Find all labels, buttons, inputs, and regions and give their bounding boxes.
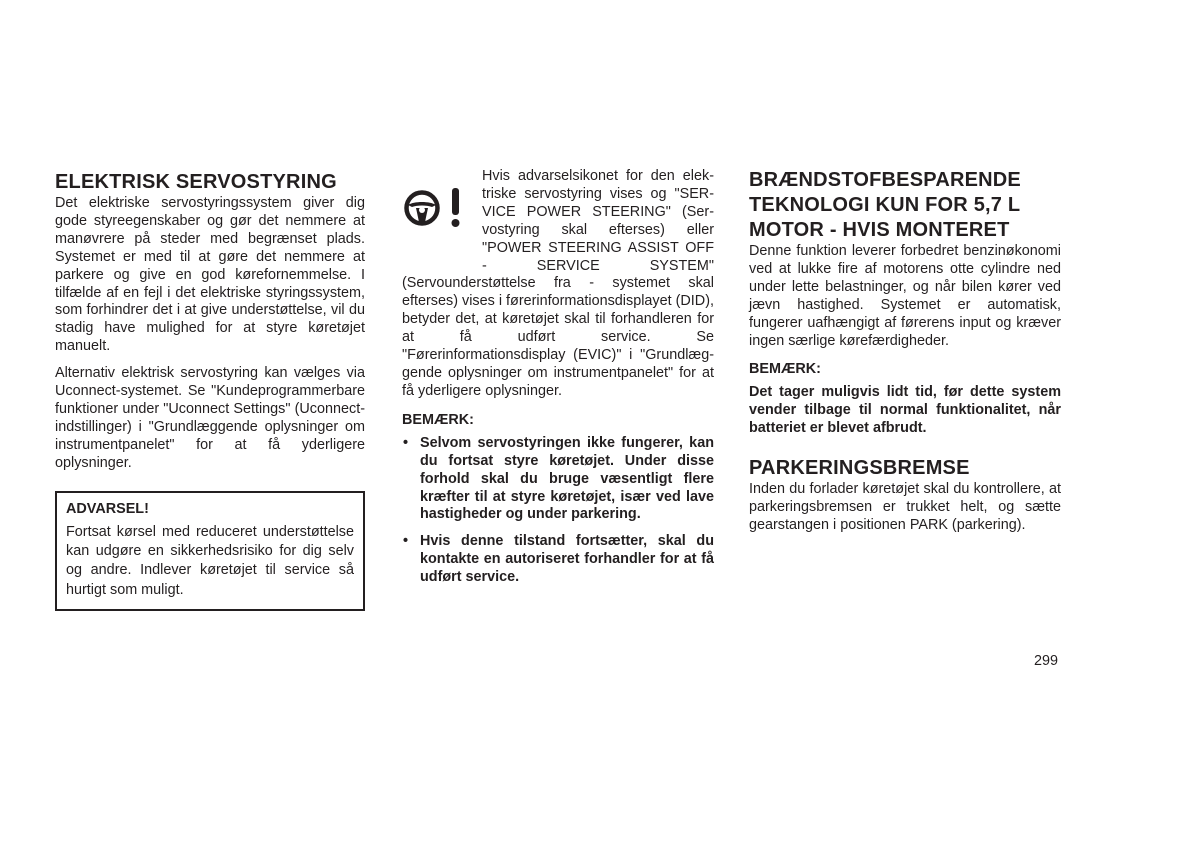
page-number: 299	[1034, 653, 1059, 669]
warning-title: ADVARSEL!	[66, 500, 149, 517]
section-title-power-steering: ELEKTRISK SERVOSTYRING	[55, 171, 337, 193]
warning-text: Fortsat kørsel med reduceret understøttelse kan udgøre en sikkerhedsrisiko for dig selv og andre. Indlever køretøjet til service så hurtigt som muligt.	[66, 523, 354, 598]
parking-brake-paragraph: Inden du forlader køretøjet skal du kontrollere, at parkeringsbremsen er trukket helt, og sætte gearstangen i positionen PARK (parkering).	[749, 481, 1061, 533]
alternative-steering-paragraph: Alternativ elektrisk servostyring kan vælges via Uconnect-systemet. Se "Kundeprogrammerbare funktioner under "Uconnect Settings" (Uconnect-indstillinger) i "Grundlæggende oplysninger om instrumentpanelet" for at få yderligere oplysninger.	[55, 365, 365, 471]
note-label: BEMÆRK:	[402, 411, 474, 428]
bullet-text: Selvom servostyringen ikke fungerer, kan du fortsat styre køretøjet. Under disse forhold skal du bruge væsentligt flere kræfter til at styre køretøjet, især ved lave hastigheder og under parkering.	[420, 434, 714, 523]
warning-icon-paragraph: Hvis advarselsikonet for den elektriske servostyring vises og "SERVICE POWER STEERING" (Servostyring skal efterses) eller "POWER STEERING ASSIST OFF - SERVICE SYSTEM" (Servounderstøttelse fra - systemet skal efterses) vises i førerinformationsdisplayet (DID), betyder det, at køretøjet skal til forhandleren for at få udført service. Se "Førerinformationsdisplay (EVIC)" i "Grundlæggende oplysninger om instrumentpanelet" for at få yderligere oplysninger.	[402, 168, 714, 399]
list-item: • Hvis denne tilstand fortsætter, skal du kontakte en autoriseret forhandler for at få udført service.	[403, 533, 714, 586]
right-column	[749, 168, 1061, 535]
steering-wheel-warning-icon	[402, 184, 468, 256]
power-steering-paragraph: Det elektriske servostyringssystem giver dig gode styreegenskaber og gør det nemmere at manøvrere på steder med begrænset plads. Systemet er med til at gøre det nemmere at parkere og give en god kørefornemmelse. I tilfælde af en fejl i det elektriske styringssystem, som forhindrer det i at give understøttelse, vil du stadig have mulighed for at styre køretøjet manuelt.	[55, 195, 365, 355]
section-title-parking-brake: PARKERINGSBREMSE	[749, 457, 970, 480]
note-text: Det tager muligvis lidt tid, før dette system vender tilbage til normal funktionalitet, når batteriet er blevet afbrudt.	[749, 384, 1061, 437]
left-column	[55, 168, 365, 611]
fuel-saving-paragraph: Denne funktion leverer forbedret benzinøkonomi ved at lukke fire af motorens otte cylindre ned under lette belastninger, og når bilen kører ved jævn hastighed. Systemet er automatisk, fungerer uafhængigt af førerens input og kræver ingen særlige kørefærdigheder.	[749, 243, 1061, 349]
list-item: • Selvom servostyringen ikke fungerer, kan du fortsat styre køretøjet. Under disse forhold skal du bruge væsentligt flere kræfter til at styre køretøjet, især ved lave hastigheder og under parkering.	[403, 434, 714, 523]
warning-box	[55, 491, 365, 612]
note-label: BEMÆRK:	[749, 361, 821, 378]
note-bullet-list	[402, 435, 714, 587]
middle-column	[402, 168, 714, 596]
bullet-text: Hvis denne tilstand fortsætter, skal du kontakte en autoriseret forhandler for at få udført service.	[420, 533, 714, 586]
section-title-fuel-saving: BRÆNDSTOFBESPARENDE TEKNOLOGI KUN FOR 5,7 L MOTOR - HVIS MONTERET	[749, 169, 1021, 241]
